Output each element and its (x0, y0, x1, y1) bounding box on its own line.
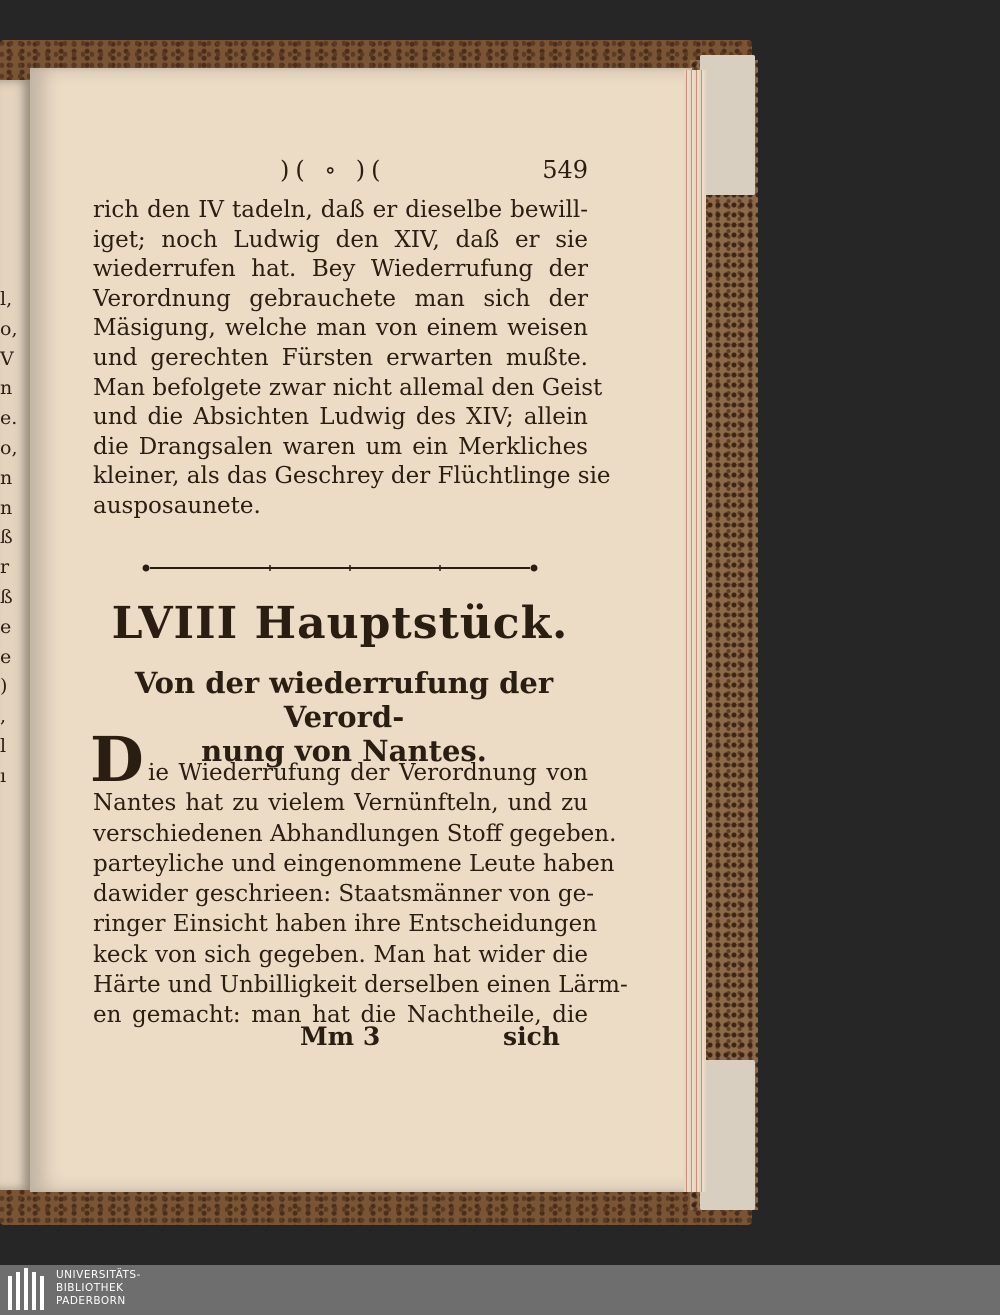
left-page-fragment: n (0, 466, 13, 489)
left-page-fragment: V (0, 347, 14, 370)
text-line: iget; noch Ludwig den XIV, daß er sie (93, 226, 588, 253)
drop-cap: D (90, 723, 144, 796)
section-divider-rule (140, 562, 540, 574)
left-page-fragment: e (0, 615, 12, 638)
text-line: keck von sich gegeben. Man hat wider die (93, 941, 588, 968)
text-line: ausposaunete. (93, 492, 261, 519)
vellum-corner-bottom (700, 1060, 755, 1210)
text-line: verschiedenen Abhandlungen Stoff gegeben. (93, 820, 617, 847)
chapter-subtitle (100, 666, 588, 768)
logo-text-line: BIBLIOTHEK (56, 1282, 124, 1294)
left-page-fragment: r (0, 556, 10, 579)
logo-text-line: PADERBORN (56, 1295, 126, 1307)
catchword: sich (503, 1022, 560, 1051)
text-line: Härte und Unbilligkeit derselben einen Lärm- (93, 972, 628, 999)
left-page-fragment: n (0, 496, 13, 519)
signature-mark: Mm 3 (300, 1022, 381, 1051)
left-page-fragments (0, 285, 18, 792)
left-page-fragment: ß (0, 526, 13, 549)
text-line: en gemacht: man hat die Nachtheile, die (93, 1002, 588, 1029)
text-line: Man befolgete zwar nicht allemal den Geist (93, 374, 603, 401)
top-text-block (93, 196, 611, 522)
vellum-corner-top (700, 55, 755, 195)
text-line: und gerechten Fürsten erwarten mußte. (93, 344, 588, 371)
left-page-fragment: n (0, 377, 13, 400)
text-line: kleiner, als das Geschrey der Flüchtlinge sie (93, 463, 611, 490)
left-page-fragment: ß (0, 585, 13, 608)
text-line: ie Wiederrufung der Verordnung von (148, 760, 588, 786)
text-line: Nantes hat zu vielem Vernünfteln, und zu (93, 790, 588, 817)
text-line: Verordnung gebrauchete man sich der (93, 285, 588, 312)
left-page-fragment: ı (0, 764, 7, 787)
left-page-fragment: , (0, 705, 7, 728)
university-library-logo-icon (6, 1268, 50, 1314)
text-line: dawider geschrieen: Staatsmänner von ge- (93, 881, 595, 908)
text-line: und die Absichten Ludwig des XIV; allein (93, 404, 588, 431)
left-page-fragment: o, (0, 436, 18, 459)
left-page (0, 80, 32, 1190)
left-page-fragment: l, (0, 288, 13, 310)
text-line: ringer Einsicht haben ihre Entscheidungen (93, 911, 598, 938)
left-page-fragment: l (0, 734, 7, 757)
logo-text-line: UNIVERSITÄTS- (56, 1269, 141, 1281)
left-page-fragment: ) (0, 675, 8, 698)
header-ornament: )( ∘ )( (280, 156, 387, 184)
library-name (56, 1269, 141, 1308)
text-line: Mäsigung, welche man von einem weisen (93, 315, 588, 342)
page-edges (684, 70, 706, 1192)
page-footer (300, 1022, 560, 1058)
subtitle-line: nung von Nantes. (201, 734, 487, 768)
branding-bar (0, 1265, 1000, 1315)
text-line: wiederrufen hat. Bey Wiederrufung der (93, 256, 588, 283)
left-page-fragment: e (0, 645, 12, 668)
page-number: 549 (542, 156, 588, 184)
running-header (280, 156, 590, 190)
chapter-body-text (93, 758, 628, 1031)
left-page-fragment: e. (0, 407, 18, 430)
left-page-fragment: o, (0, 317, 18, 340)
text-line: rich den IV tadeln, daß er dieselbe bewill- (93, 197, 588, 223)
subtitle-line: Von der wiederrufung der Verord- (134, 666, 554, 734)
text-line: parteyliche und eingenommene Leute haben (93, 850, 615, 877)
text-line: die Drangsalen waren um ein Merkliches (93, 433, 588, 460)
chapter-title: LVIII Hauptstück. (111, 598, 569, 649)
